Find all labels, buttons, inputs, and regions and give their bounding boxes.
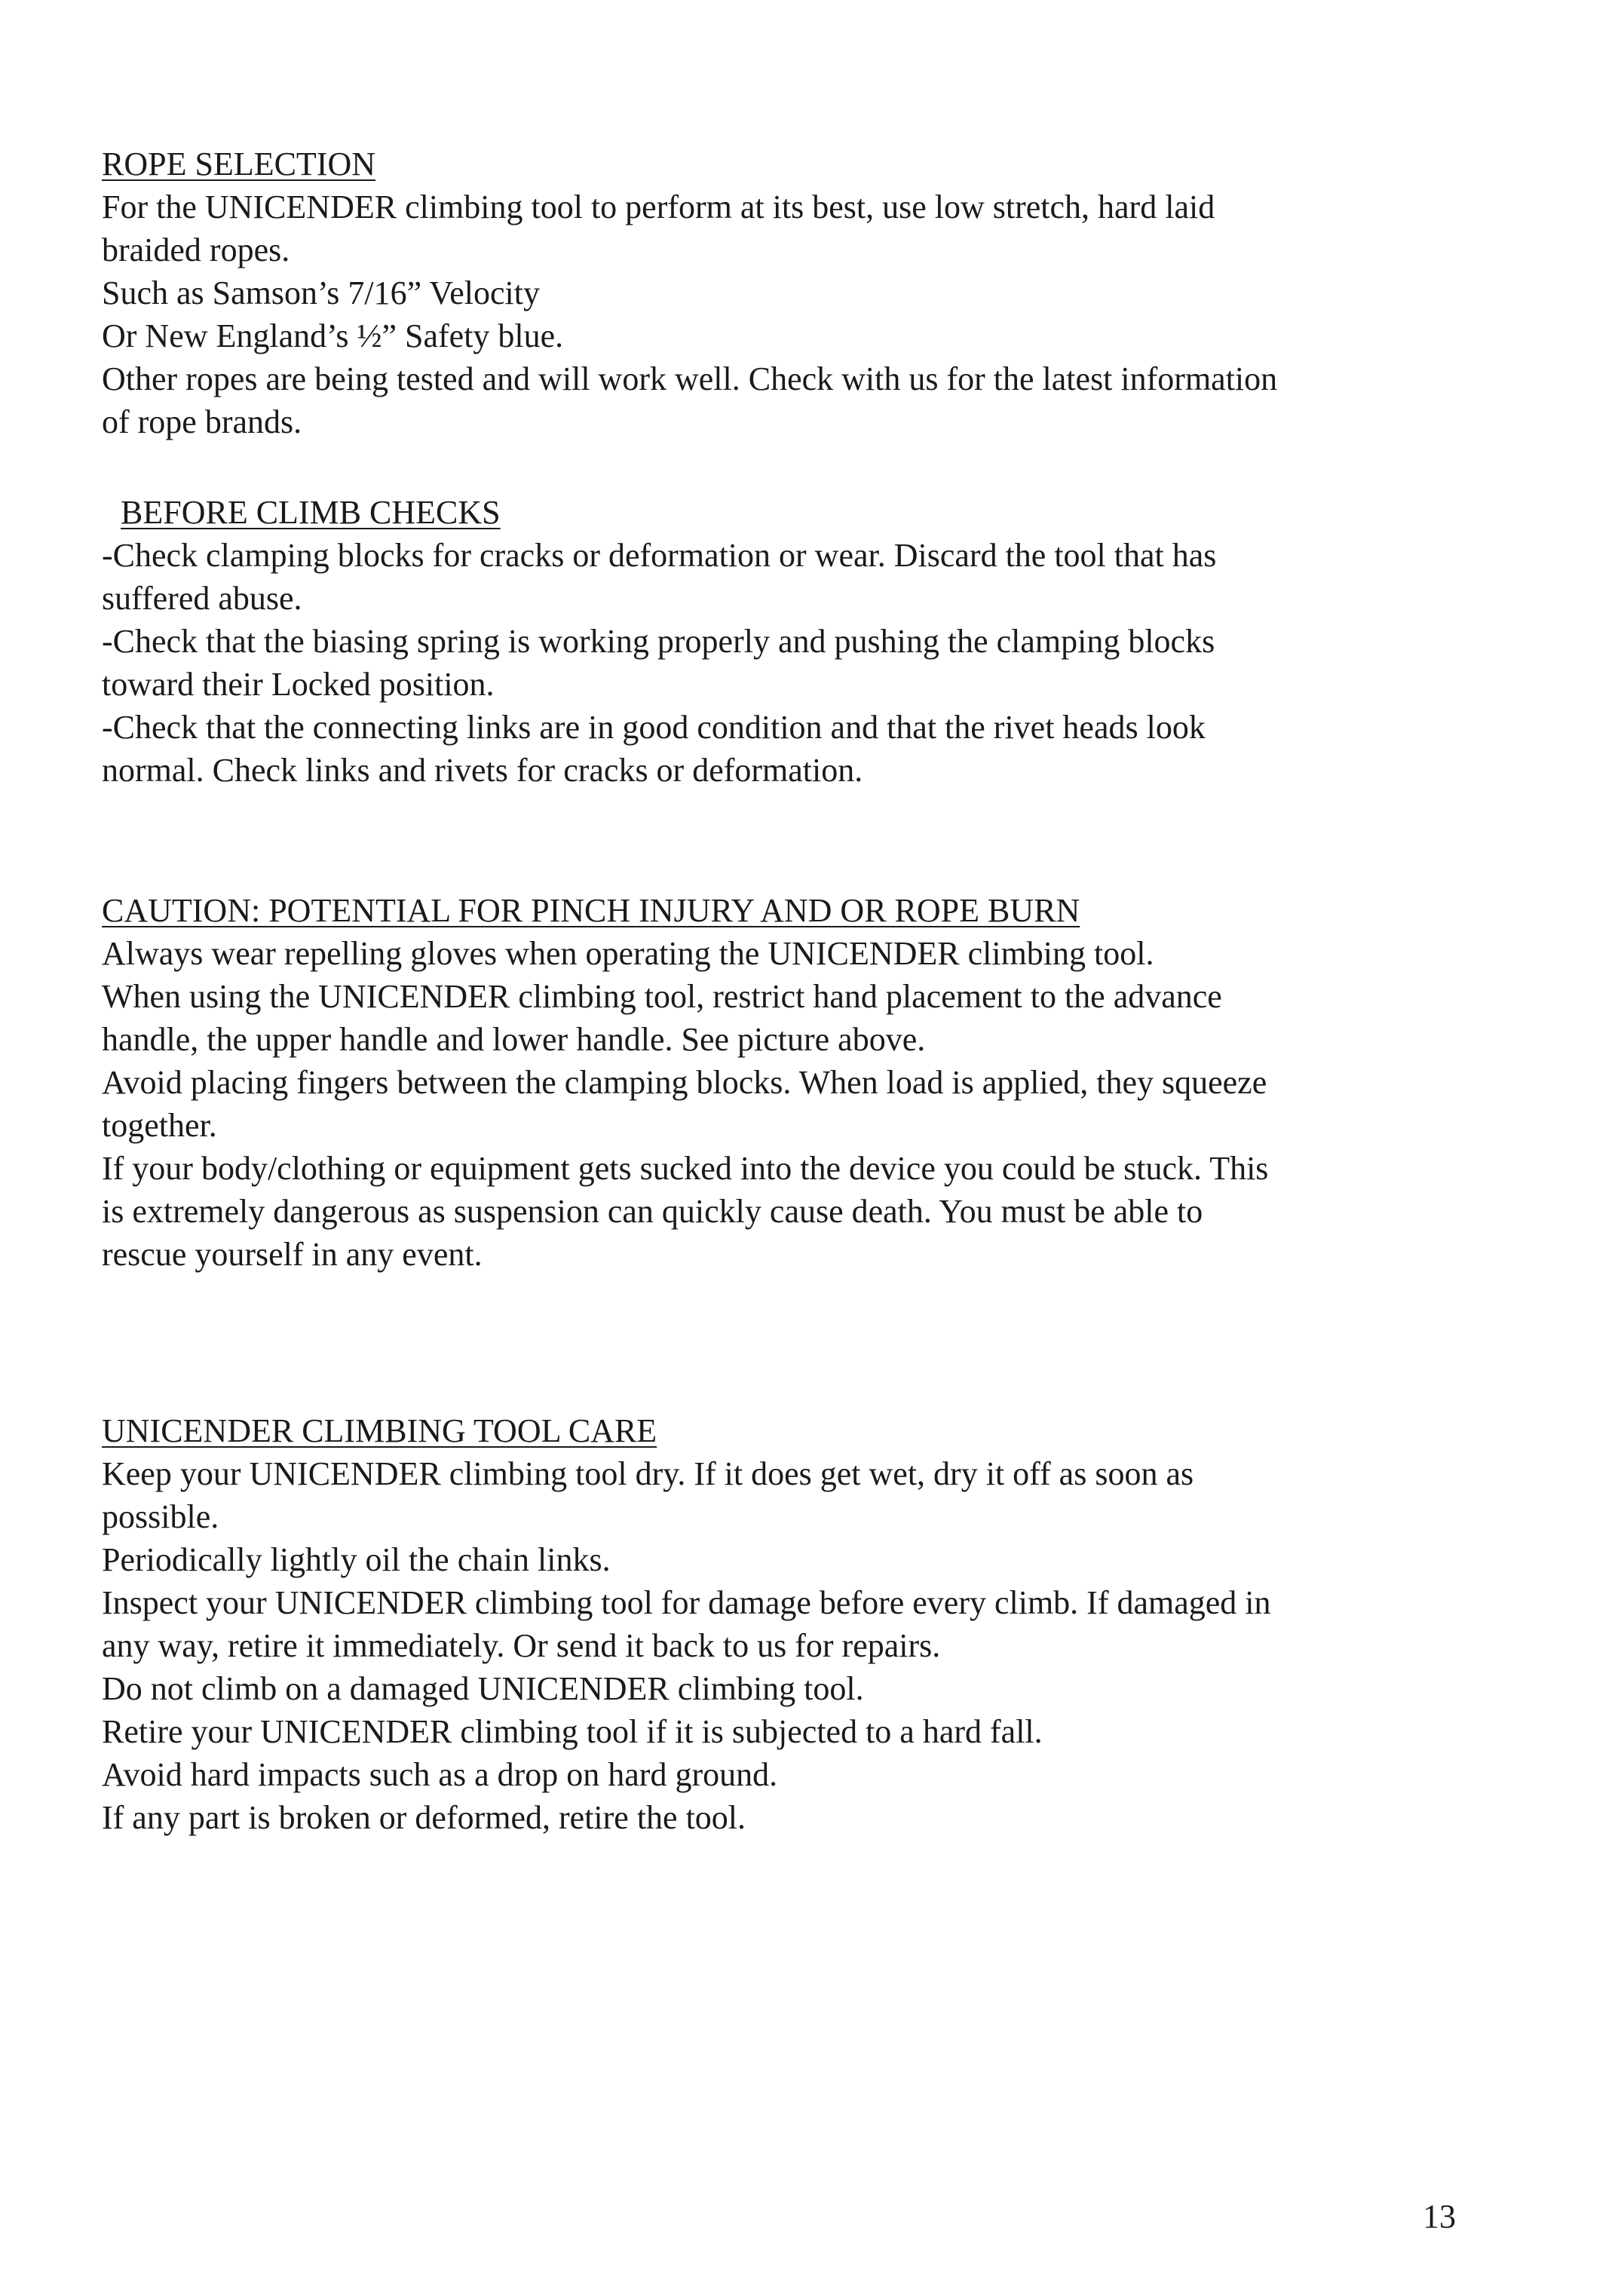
before-climb-checks-heading: BEFORE CLIMB CHECKS [121,494,501,531]
paragraph-line: rescue yourself in any event. [102,1236,483,1273]
paragraph-line: normal. Check links and rivets for cracks or deformation. [102,752,863,789]
paragraph-line: toward their Locked position. [102,666,495,703]
paragraph-line: is extremely dangerous as suspension can quickly cause death. You must be able to [102,1193,1203,1230]
paragraph-line: Other ropes are being tested and will work well. Check with us for the latest information [102,360,1278,397]
paragraph-line: together. [102,1107,217,1144]
paragraph-line: Retire your UNICENDER climbing tool if it is subjected to a hard fall. [102,1713,1043,1750]
page-number: 13 [1423,2198,1456,2235]
paragraph-line: Periodically lightly oil the chain links. [102,1541,611,1578]
paragraph-line: Inspect your UNICENDER climbing tool for damage before every climb. If damaged in [102,1584,1271,1621]
paragraph-line: of rope brands. [102,403,302,440]
paragraph-line: -Check clamping blocks for cracks or deformation or wear. Discard the tool that has [102,537,1217,574]
rope-selection-section [102,143,1519,443]
paragraph-line: If any part is broken or deformed, retire the tool. [102,1799,746,1836]
paragraph-line: When using the UNICENDER climbing tool, restrict hand placement to the advance [102,978,1222,1015]
paragraph-line: suffered abuse. [102,580,302,617]
before-climb-checks-section [102,492,1519,792]
paragraph-line: braided ropes. [102,231,290,268]
paragraph-line: -Check that the connecting links are in good condition and that the rivet heads look [102,709,1206,746]
paragraph-line: Always wear repelling gloves when operating the UNICENDER climbing tool. [102,935,1154,972]
paragraph-line: handle, the upper handle and lower handle. See picture above. [102,1021,926,1058]
tool-care-heading: UNICENDER CLIMBING TOOL CARE [102,1412,657,1449]
paragraph-line: For the UNICENDER climbing tool to perform at its best, use low stretch, hard laid [102,189,1215,225]
paragraph-line: possible. [102,1498,219,1535]
paragraph-line: Keep your UNICENDER climbing tool dry. If it does get wet, dry it off as soon as [102,1455,1194,1492]
rope-selection-heading: ROPE SELECTION [102,146,375,182]
caution-heading: CAUTION: POTENTIAL FOR PINCH INJURY AND OR ROPE BURN [102,892,1080,929]
paragraph-line: -Check that the biasing spring is working properly and pushing the clamping blocks [102,623,1215,660]
paragraph-line: Such as Samson’s 7/16” Velocity [102,274,540,311]
paragraph-line: any way, retire it immediately. Or send it back to us for repairs. [102,1627,941,1664]
caution-section [102,890,1519,1276]
paragraph-line: If your body/clothing or equipment gets sucked into the device you could be stuck. This [102,1150,1269,1187]
paragraph-line: Avoid hard impacts such as a drop on hard ground. [102,1756,778,1793]
paragraph-line: Or New England’s ½” Safety blue. [102,317,564,354]
paragraph-line: Do not climb on a damaged UNICENDER climbing tool. [102,1670,864,1707]
paragraph-line: Avoid placing fingers between the clamping blocks. When load is applied, they squeeze [102,1064,1267,1101]
tool-care-section [102,1410,1519,1839]
